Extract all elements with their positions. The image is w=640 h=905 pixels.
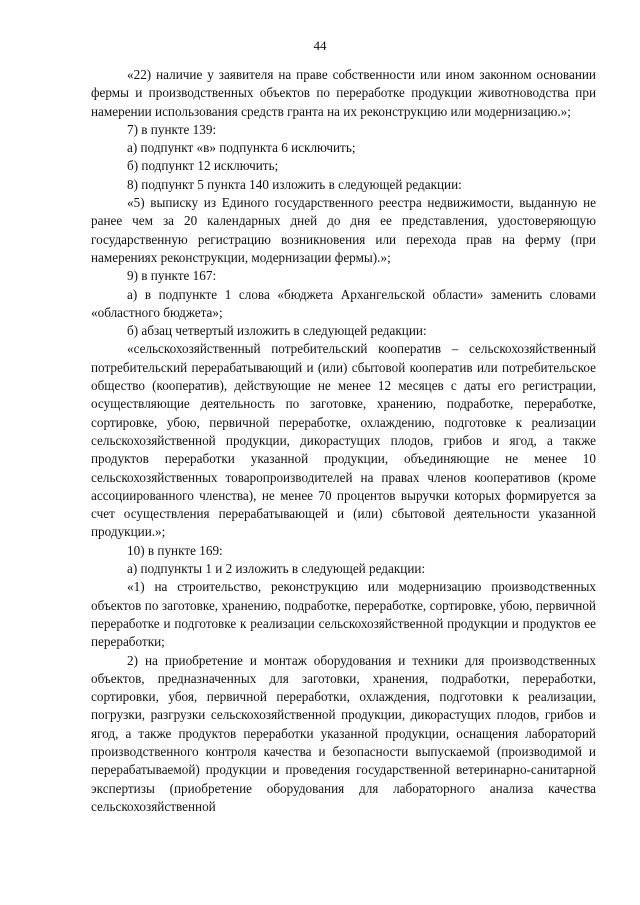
paragraph-22-ownership: «22) наличие у заявителя на праве собственности или ином законном основании фермы и производственных объектов по переработке продукции животноводства при намерении использования средств гранта на их реконструкцию или модернизацию.»; <box>91 67 596 119</box>
paragraph-item-8: 8) подпункт 5 пункта 140 изложить в следующей редакции: <box>127 176 462 192</box>
paragraph-registry-extract: «5) выписку из Единого государственного реестра недвижимости, выданную не ранее чем за 20 календарных дней до дня ее представления, удостоверяющую государственную регистрацию возникновения или перехода прав на ферму (при намерениях реконструкции, модернизации фермы).»; <box>91 195 596 265</box>
document-body <box>91 66 596 816</box>
paragraph-item-10: 10) в пункте 169: <box>127 542 223 558</box>
paragraph-cooperative-definition: «сельскохозяйственный потребительский кооператив – сельскохозяйственный потребительский перерабатывающий и (или) сбытовой кооператив или потребительское общество (кооператив), действующие не менее 12 месяцев с даты его регистрации, осуществляющие деятельность по заготовке, хранению, подработке, переработке, сортировке, убою, первичной переработке, охлаждению, подготовке к реализации сельскохозяйственной продукции, дикорастущих плодов, грибов и ягод, а также продуктов переработки указанной продукции, объединяющие не менее 10 сельскохозяйственных товаропроизводителей на правах членов кооперативов (кроме ассоциированного членства), не менее 70 процентов выручки которых формируется за счет осуществления перерабатывающей и (или) сбытовой деятельности указанной продукции.»; <box>91 341 596 540</box>
paragraph-item-10a: а) подпункты 1 и 2 изложить в следующей редакции: <box>127 561 426 577</box>
paragraph-item-9b: б) абзац четвертый изложить в следующей редакции: <box>127 323 427 339</box>
page-number: 44 <box>313 38 327 53</box>
paragraph-item-7: 7) в пункте 139: <box>127 121 217 137</box>
paragraph-subitem-1-construction: «1) на строительство, реконструкцию или модернизацию производственных объектов по заготовке, хранению, подработке, переработке, сортировке, убою, первичной переработке и подготовке к реализации сельскохозяйственной продукции и продуктов ее переработки; <box>91 579 596 650</box>
paragraph-item-9a: а) в подпункте 1 слова «бюджета Архангельской области» заменить словами «областного бюджета»; <box>91 286 596 320</box>
paragraph-subitem-2-equipment: 2) на приобретение и монтаж оборудования и техники для производственных объектов, предназначенных для заготовки, хранения, подработки, переработки, сортировки, убоя, первичной переработки, охлаждения, подготовки к реализации, погрузки, разгрузки сельскохозяйственной продукции, дикорастущих плодов, грибов и ягод, а также продуктов переработки указанной продукции, оснащения лабораторий производственного контроля качества и безопасности выпускаемой (производимой и перерабатываемой) продукции и проведения государственной ветеринарно-санитарной экспертизы (приобретение оборудования для лабораторного анализа качества сельскохозяйственной <box>91 652 596 814</box>
paragraph-item-7a: а) подпункт «в» подпункта 6 исключить; <box>127 140 356 156</box>
paragraph-item-9: 9) в пункте 167: <box>127 268 217 284</box>
paragraph-item-7b: б) подпункт 12 исключить; <box>127 158 279 174</box>
